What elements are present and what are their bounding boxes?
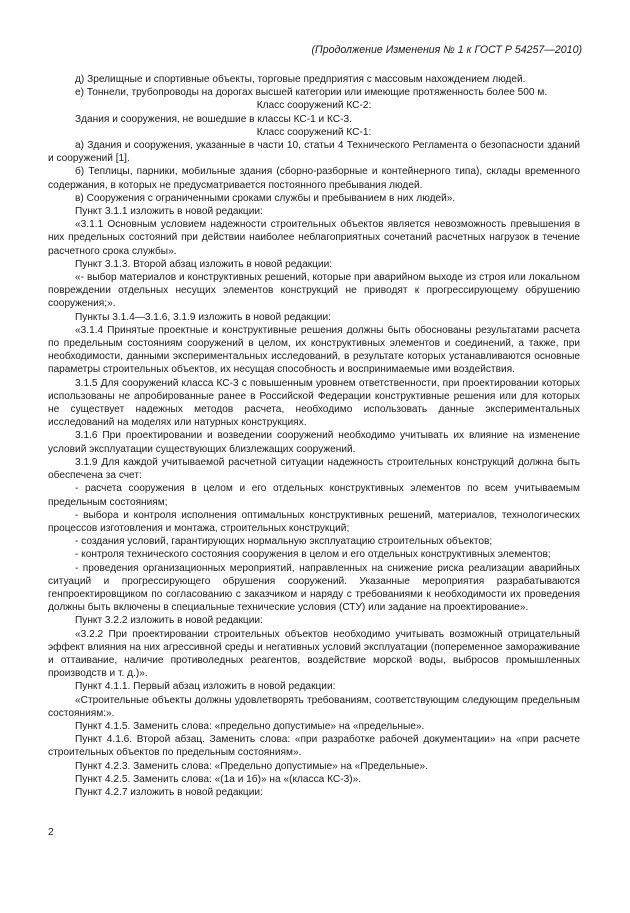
paragraph-9: Пункт 3.1.3. Второй абзац изложить в новой редакции: bbox=[75, 258, 333, 270]
paragraph-13: 3.1.5 Для сооружений класса КС-3 с повышенным уровнем ответственности, при проектировании которых использованы не апробированные ранее в Российской Федерации конструктивные решения или для которых не существует надежных методов расчета, необходимо использовать данные экспериментальных исследований на моделях или натурных конструкциях. bbox=[48, 377, 580, 429]
class-heading-ks1: Класс сооружений КС-1: bbox=[256, 126, 372, 138]
paragraph-14: 3.1.6 При проектировании и возведении сооружений необходимо учитывать их влияние на изменение условий эксплуатации существующих близлежащих сооружений. bbox=[48, 430, 580, 455]
paragraph-16: - расчета сооружения в целом и его отдельных конструктивных элементов по всем учитываемым предельным состояниям; bbox=[48, 483, 580, 508]
paragraph-6: в) Сооружения с ограниченными сроками службы и пребыванием в них людей». bbox=[75, 192, 456, 204]
paragraph-21: Пункт 3.2.2 изложить в новой редакции: bbox=[75, 615, 263, 627]
paragraph-29: Пункт 4.2.7 изложить в новой редакции: bbox=[75, 786, 263, 798]
paragraph-25: Пункт 4.1.5. Заменить слова: «предельно допустимые» на «предельные». bbox=[75, 720, 425, 732]
paragraph-4: а) Здания и сооружения, указанные в части 10, статьи 4 Технического Регламента о безопасности зданий и сооружений [1]. bbox=[48, 140, 580, 165]
paragraph-24: «Строительные объекты должны удовлетворять требованиям, соответствующим следующим предельным состояниям:». bbox=[48, 694, 580, 719]
page-header: (Продолжение Изменения № 1 к ГОСТ Р 54257—2010) bbox=[311, 44, 582, 56]
paragraph-15: 3.1.9 Для каждой учитываемой расчетной ситуации надежность строительных конструкций должна быть обеспечена за счет: bbox=[48, 456, 580, 482]
paragraph-18: - создания условий, гарантирующих нормальную эксплуатацию строительных объектов; bbox=[75, 536, 493, 548]
paragraph-8: «3.1.1 Основным условием надежности строительных объектов является невозможность превышения в них предельных состояний при действии наиболее неблагоприятных сочетаний расчетных нагрузок в течение расчетного срока службы». bbox=[48, 219, 580, 257]
paragraph-2: е) Тоннели, трубопроводы на дорогах высшей категории или имеющие протяженность более 500 м. bbox=[75, 87, 548, 99]
paragraph-3: Здания и сооружения, не вошедшие в классы КС-1 и КС-3. bbox=[75, 113, 352, 125]
paragraph-17: - выбора и контроля исполнения оптимальных конструктивных решений, материалов, технологических процессов изготовления и монтажа, строительных конструкций; bbox=[48, 509, 580, 534]
paragraph-10: «- выбор материалов и конструктивных решений, которые при аварийном выходе из строя или локальном повреждении отдельных несущих элементов конструкций не приводят к прогрессирующему обрушению сооружения;». bbox=[48, 272, 580, 310]
class-heading-ks2: Класс сооружений КС-2: bbox=[256, 100, 372, 112]
page-number: 2 bbox=[48, 827, 54, 838]
paragraph-12: «3.1.4 Принятые проектные и конструктивные решения должны быть обоснованы результатами расчета по предельным состояниям сооружений в целом, их конструктивных элементов и соединений, а также, при необходимости, данными экспериментальных исследований, в результате которых устанавливаются основные параметры строительных объектов, их несущая способность и воспринимаемые ими воздействия. bbox=[48, 324, 580, 376]
paragraph-1: д) Зрелищные и спортивные объекты, торговые предприятия с массовым нахождением людей. bbox=[75, 74, 526, 85]
paragraph-23: Пункт 4.1.1. Первый абзац изложить в новой редакции: bbox=[75, 681, 336, 693]
paragraph-28: Пункт 4.2.5. Заменить слова: «(1а и 1б)» на «(класса КС-3)». bbox=[75, 773, 362, 785]
paragraph-19: - контроля технического состояния сооружения в целом и его отдельных конструктивных элементов; bbox=[75, 549, 551, 561]
paragraph-26: Пункт 4.1.6. Второй абзац. Заменить слова: «при разработке рабочей документации» на «при расчете строительных объектов по предельным состояниям». bbox=[48, 734, 580, 759]
paragraph-5: б) Теплицы, парники, мобильные здания (сборно-разборные и контейнерного типа), склады временного содержания, в которых не предусматривается постоянного пребывания людей. bbox=[48, 166, 580, 191]
paragraph-22: «3.2.2 При проектировании строительных объектов необходимо учитывать возможный отрицательный эффект влияния на них агрессивной среды и негативных условий эксплуатации (попеременное замораживание и оттаивание, наличие противоледных реагентов, воздействие морской воды, выбросов промышленных производств и т. д.)». bbox=[48, 628, 580, 680]
paragraph-20: - проведения организационных мероприятий, направленных на снижение риска реализации аварийных ситуаций и прогрессирующего обрушения сооружений. Указанные мероприятия разрабатываются генпроектировщиком по согласованию с заказчиком и наряду с требованиями к необходимости их проведения должны быть включены в специальные технические условия (СТУ) или задание на проектирование». bbox=[48, 562, 580, 614]
paragraph-11: Пункты 3.1.4—3.1.6, 3.1.9 изложить в новой редакции: bbox=[75, 311, 331, 323]
paragraph-27: Пункт 4.2.3. Заменить слова: «Предельно допустимые» на «Предельные». bbox=[75, 760, 428, 772]
paragraph-7: Пункт 3.1.1 изложить в новой редакции: bbox=[75, 206, 263, 218]
document-body bbox=[48, 73, 580, 799]
